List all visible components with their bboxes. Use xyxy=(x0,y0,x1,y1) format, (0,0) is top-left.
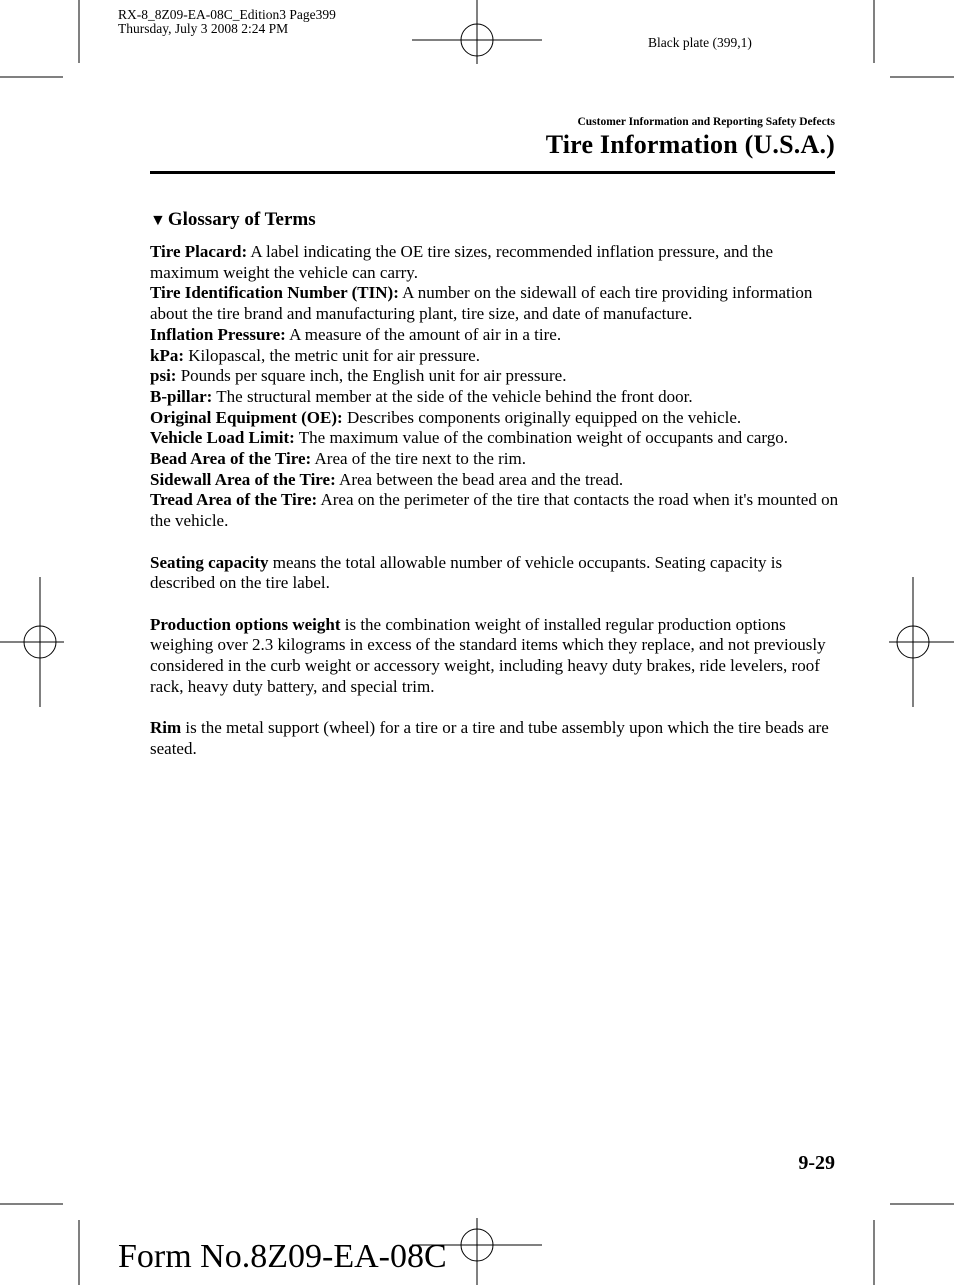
glossary-entry xyxy=(150,408,840,429)
glossary-term: Original Equipment (OE): xyxy=(150,407,343,427)
glossary-heading xyxy=(150,209,840,231)
glossary-definition: Pounds per square inch, the English unit for air pressure. xyxy=(176,366,567,386)
production-options-paragraph xyxy=(150,615,840,698)
glossary-definition: Area of the tire next to the rim. xyxy=(311,449,526,469)
glossary-entry xyxy=(150,387,840,408)
glossary-entry xyxy=(150,428,840,449)
glossary-definition: The structural member at the side of the vehicle behind the front door. xyxy=(212,386,693,406)
glossary-heading-text: Glossary of Terms xyxy=(167,209,316,230)
glossary-entry xyxy=(150,470,840,491)
form-number: Form No.8Z09-EA-08C xyxy=(118,1238,447,1275)
print-info-file: RX-8_8Z09-EA-08C_Edition3 Page399 xyxy=(118,7,336,22)
glossary-definition: A label indicating the OE tire sizes, recommended inflation pressure, and the maximum weight the vehicle can carry. xyxy=(150,242,774,282)
plate-label: Black plate (399,1) xyxy=(648,35,752,50)
glossary-term: B-pillar: xyxy=(150,386,213,406)
glossary-entry xyxy=(150,366,840,387)
title-rule xyxy=(150,171,835,174)
glossary-term: psi: xyxy=(150,366,177,386)
print-info-date: Thursday, July 3 2008 2:24 PM xyxy=(118,21,289,36)
glossary-term: Vehicle Load Limit: xyxy=(150,428,295,448)
seating-capacity-paragraph xyxy=(150,553,840,594)
paragraph-term: Production options weight xyxy=(150,614,341,634)
glossary-term: Tire Placard: xyxy=(150,242,248,261)
print-info xyxy=(118,8,336,36)
glossary-definition: A measure of the amount of air in a tire. xyxy=(285,324,562,344)
registration-mark-left xyxy=(0,577,64,707)
glossary-entry xyxy=(150,490,840,531)
glossary-term: Bead Area of the Tire: xyxy=(150,449,312,469)
glossary-terms xyxy=(150,242,840,760)
glossary-definition: The maximum value of the combination weight of occupants and cargo. xyxy=(294,428,789,448)
glossary-definition: A number on the sidewall of each tire providing information about the tire brand and manufacturing plant, tire size, and date of manufacture. xyxy=(150,283,813,324)
glossary-term: Tread Area of the Tire: xyxy=(150,490,318,510)
glossary-term: Inflation Pressure: xyxy=(150,324,286,344)
triangle-marker-icon: ▼ xyxy=(150,212,166,229)
page-title: Tire Information (U.S.A.) xyxy=(545,130,835,159)
glossary-term: kPa: xyxy=(150,345,184,365)
glossary-term: Tire Identification Number (TIN): xyxy=(150,283,399,303)
glossary-term: Sidewall Area of the Tire: xyxy=(150,469,336,489)
paragraph-term: Seating capacity xyxy=(150,552,269,572)
glossary-entry xyxy=(150,325,840,346)
paragraph-text: means the total allowable number of vehicle occupants. Seating capacity is described on the tire label. xyxy=(150,552,783,593)
glossary-definition: Area on the perimeter of the tire that contacts the road when it's mounted on the vehicle. xyxy=(150,490,839,531)
glossary-entry xyxy=(150,449,840,470)
glossary-definition: Describes components originally equipped on the vehicle. xyxy=(342,407,742,427)
glossary-entry xyxy=(150,242,840,283)
page-number: 9-29 xyxy=(798,1152,835,1174)
rim-paragraph xyxy=(150,718,840,759)
glossary-entry xyxy=(150,346,840,367)
glossary-section xyxy=(150,209,840,760)
glossary-definition: Kilopascal, the metric unit for air pressure. xyxy=(184,345,480,365)
section-label: Customer Information and Reporting Safety Defects xyxy=(577,116,835,128)
glossary-definition: Area between the bead area and the tread. xyxy=(335,469,624,489)
paragraph-text: is the combination weight of installed regular production options weighing over 2.3 kilograms in excess of the standard items which they replace, and not previously considered in the curb weight or accessory weight, including heavy duty brakes, ride levelers, roof rack, heavy duty battery, and special trim. xyxy=(150,614,826,696)
paragraph-text: is the metal support (wheel) for a tire or a tire and tube assembly upon which the tire beads are seated. xyxy=(150,718,829,758)
paragraph-term: Rim xyxy=(150,718,182,738)
registration-mark-right xyxy=(889,577,954,707)
registration-mark-top xyxy=(412,0,542,64)
glossary-entry xyxy=(150,283,840,324)
